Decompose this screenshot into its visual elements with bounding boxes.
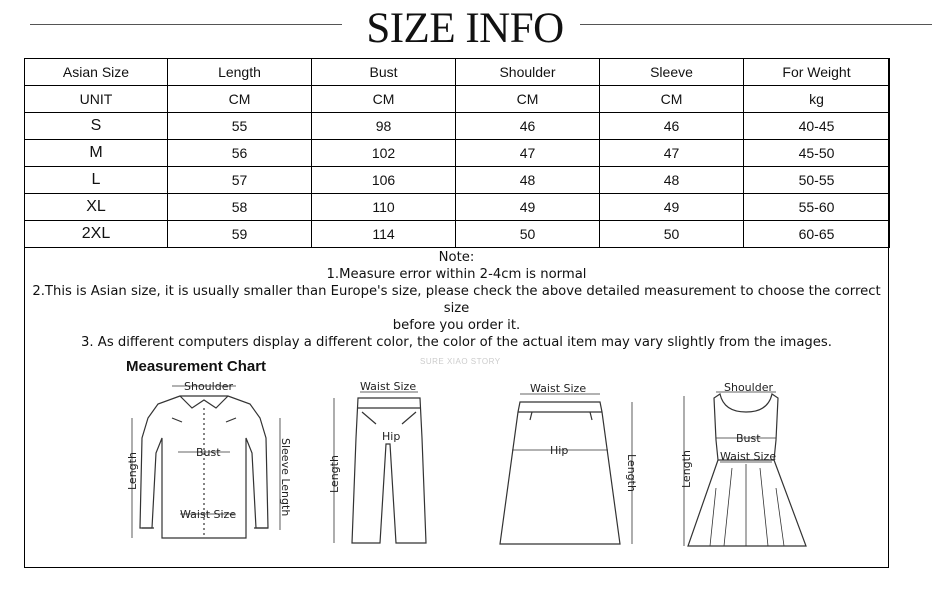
- table-cell: 45-50: [744, 140, 890, 167]
- pants-hip-label: Hip: [382, 430, 401, 443]
- dress-diagram: [680, 378, 810, 553]
- table-cell: 98: [312, 113, 456, 140]
- note-line: 3. As different computers display a different color, the color of the actual item may vary slightly from the images.: [81, 335, 832, 350]
- table-cell: 46: [600, 113, 744, 140]
- table-row: [25, 194, 890, 221]
- notes: [24, 249, 889, 351]
- note-line: 1.Measure error within 2-4cm is normal: [326, 267, 587, 282]
- watermark: SURE XIAO STORY: [420, 357, 501, 366]
- table-cell: M: [25, 140, 168, 167]
- table-cell: 49: [600, 194, 744, 221]
- pants-length-label: Length: [328, 455, 341, 493]
- table-cell: 57: [168, 167, 312, 194]
- header-cell: Sleeve: [600, 59, 744, 86]
- table-row: [25, 86, 890, 113]
- skirt-hip-label: Hip: [550, 444, 569, 457]
- pants-waist-label: Waist Size: [360, 380, 417, 393]
- table-cell: 59: [168, 221, 312, 248]
- shirt-diagram: [122, 378, 297, 553]
- header-cell: Asian Size: [25, 59, 168, 86]
- shirt-length-label: Length: [126, 452, 139, 490]
- table-row: [25, 167, 890, 194]
- skirt-length-label: Length: [625, 454, 638, 492]
- table-row: [25, 140, 890, 167]
- pants-outline-icon: [352, 398, 426, 543]
- table-cell: kg: [744, 86, 890, 113]
- table-cell: 56: [168, 140, 312, 167]
- table-cell: UNIT: [25, 86, 168, 113]
- header: [0, 0, 934, 56]
- dress-length-label: Length: [680, 450, 693, 488]
- table-cell: 114: [312, 221, 456, 248]
- table-cell: 106: [312, 167, 456, 194]
- table-row: [25, 113, 890, 140]
- skirt-waist-label: Waist Size: [530, 382, 587, 395]
- table-cell: 58: [168, 194, 312, 221]
- table-cell: CM: [168, 86, 312, 113]
- size-table: [24, 58, 890, 248]
- shirt-bust-label: Bust: [196, 446, 221, 459]
- dress-outline-icon: [688, 394, 806, 546]
- pants-diagram: [326, 378, 441, 553]
- dress-waist-label: Waist Size: [720, 450, 777, 463]
- table-cell: 46: [456, 113, 600, 140]
- table-cell: 48: [600, 167, 744, 194]
- title-divider-left: [30, 24, 342, 25]
- table-header-row: [25, 59, 890, 86]
- note-line: 2.This is Asian size, it is usually smaller than Europe's size, please check the above detailed measurement to choose the correct size: [32, 284, 881, 316]
- table-cell: 102: [312, 140, 456, 167]
- title-divider-right: [580, 24, 932, 25]
- note-line: before you order it.: [392, 318, 521, 333]
- table-cell: 50: [456, 221, 600, 248]
- page-title: SIZE INFO: [366, 5, 564, 52]
- shirt-shoulder-label: Shoulder: [184, 380, 233, 393]
- header-cell: Shoulder: [456, 59, 600, 86]
- header-cell: Length: [168, 59, 312, 86]
- header-cell: Bust: [312, 59, 456, 86]
- table-cell: 110: [312, 194, 456, 221]
- table-cell: 60-65: [744, 221, 890, 248]
- notes-heading: Note:: [438, 250, 475, 265]
- table-cell: 40-45: [744, 113, 890, 140]
- table-cell: CM: [456, 86, 600, 113]
- shirt-waist-label: Waist Size: [180, 508, 237, 521]
- header-cell: For Weight: [744, 59, 890, 86]
- dress-shoulder-label: Shoulder: [724, 381, 773, 394]
- table-cell: 48: [456, 167, 600, 194]
- table-cell: 49: [456, 194, 600, 221]
- table-cell: 2XL: [25, 221, 168, 248]
- shirt-sleeve-label: Sleeve Length: [279, 438, 292, 517]
- table-cell: S: [25, 113, 168, 140]
- table-cell: 50-55: [744, 167, 890, 194]
- table-cell: 50: [600, 221, 744, 248]
- table-cell: 55-60: [744, 194, 890, 221]
- table-cell: L: [25, 167, 168, 194]
- table-cell: 47: [456, 140, 600, 167]
- table-cell: XL: [25, 194, 168, 221]
- dress-bust-label: Bust: [736, 432, 761, 445]
- table-cell: 47: [600, 140, 744, 167]
- skirt-outline-icon: [500, 402, 620, 544]
- table-row: [25, 221, 890, 248]
- skirt-diagram: [496, 378, 646, 553]
- table-cell: 55: [168, 113, 312, 140]
- table-cell: CM: [312, 86, 456, 113]
- measurement-chart-title: Measurement Chart: [126, 358, 267, 375]
- table-cell: CM: [600, 86, 744, 113]
